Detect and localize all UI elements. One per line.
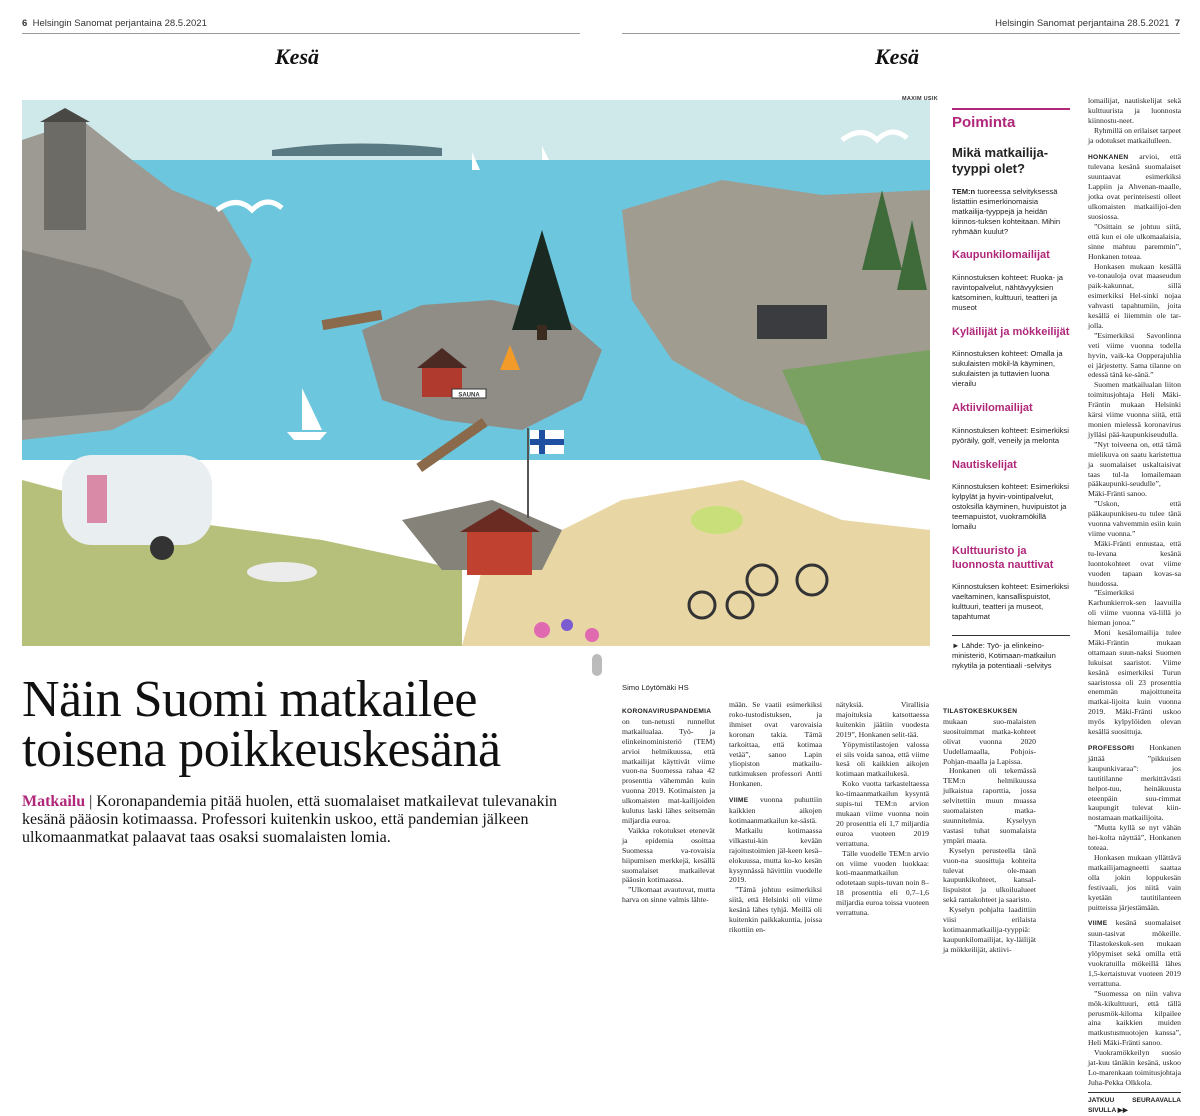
- paragraph: [729, 826, 822, 885]
- article-right-column: [1088, 96, 1181, 1116]
- section-title-right: Kesä: [875, 44, 919, 69]
- paragraph-text: nätyksiä. Virallisia majoituksia katsottaessa kuitenkin jäätiin vuodesta 2019”, Honkanen selit-tää.: [836, 700, 929, 739]
- paragraph: [1088, 262, 1181, 331]
- paragraph-text: lomailijat, nautiskelijat sekä kulttuurista ja luonnosta kiinnostu-neet.: [1088, 96, 1181, 125]
- paragraph-text: ”Ulkomaat avautuvat, mutta harva on sinne valmis lähte-: [622, 885, 715, 905]
- red-house: [467, 530, 532, 575]
- body-column-4: [943, 700, 1036, 955]
- continue-note[interactable]: JATKUU SEURAAVALLA SIVULLA ▶▶: [1088, 1092, 1181, 1116]
- body-column-2: [729, 700, 822, 935]
- stone-tower: [44, 120, 86, 230]
- lead-in: HONKANEN: [1088, 153, 1129, 161]
- paragraph: [622, 885, 715, 905]
- sauna-sign-text: SAUNA: [458, 392, 480, 399]
- body-column-1: [622, 700, 715, 905]
- paragraph: [729, 885, 822, 935]
- right-page-number: 7: [1174, 18, 1180, 29]
- type-name: Kyläilijät ja mökkeilijät: [952, 325, 1070, 338]
- paragraph: [729, 795, 822, 826]
- headline: [22, 671, 501, 778]
- paragraph: [1088, 628, 1181, 737]
- paragraph: [943, 905, 1036, 955]
- gray-cabin: [757, 305, 827, 339]
- paragraph: [1088, 331, 1181, 381]
- paragraph-text: Suomen matkailualan liiton toimitusjohtaja Heli Mäki-Fräntin mukaan Helsinki kärsi viime vuonna siitä, että monien mielessä koronavirus jylläsi pää-kaupunkiseudulla.: [1088, 380, 1181, 439]
- paragraph-text: Moni kesälomailija tulee Mäki-Fräntin mukaan ottamaan suun-naksi Suomen lukuisat saaristot. Viime kesänä esimerkiksi Turun saaristossa oli 23 prosenttia enemmän majoittuneita matkai-lijoita kuin vuonna 2019. Mäki-Fränti uskoo myös kylpylöiden olevan kesällä suosittuja.: [1088, 628, 1181, 737]
- paragraph-text: Vaikka rokotukset etenevät ja epidemia osoittaa Suomessa va-rovaisia hiipumisen merkkejä, kesällä suomalaiset matkailevat pääosin kotimaassa.: [622, 825, 715, 885]
- page-scroll-handle[interactable]: [592, 654, 602, 676]
- paragraph-text: ”Esimerkiksi Savonlinna veti viime vuonna todella hyvin, vaik-ka Oopperajuhlia ei järjestetty. Sama tilanne on edessä tänä ke-sänä.”: [1088, 330, 1181, 380]
- deck-text: Koronapandemia pitää huolen, että suomalaiset matkailevat tulevanakin kesänä pääosin kotimaassa. Professori kuitenkin uskoo, että pandemian jälkeen ulkomaanmatkat palaavat taas osaksi suomalaisten lomia.: [22, 793, 558, 846]
- paragraph: [1088, 499, 1181, 539]
- right-cliffs-green: [782, 350, 930, 480]
- paragraph-text: Honkasen mukaan yllättävä matkailijamagneetti saattaa olla jokin loppukesän festivaali, jos niitä vain kyetään tautitilanteen puitteissa järjestämään.: [1088, 852, 1181, 912]
- caravan-door: [87, 475, 107, 523]
- illustration-credit: MAXIM USIK: [902, 96, 938, 102]
- paragraph: [943, 846, 1036, 905]
- paragraph-text: Mäki-Fränti ennustaa, että tu-levana kesänä luontokohteet ovat viime vuoden tapaan kovas-sa huudossa.: [1088, 538, 1181, 588]
- paragraph: [1088, 96, 1181, 126]
- paragraph: [1088, 152, 1181, 222]
- flag-cross-h: [530, 439, 564, 445]
- left-paper-title: Helsingin Sanomat perjantaina 28.5.2021: [32, 18, 207, 29]
- byline: Simo Löytömäki HS: [622, 683, 689, 692]
- flowers-2: [561, 619, 573, 631]
- type-interests: Kiinnostuksen kohteet: Ruoka- ja ravintopalvelut, nähtävyyksien katsominen, kulttuuri, teatteri ja museot: [952, 272, 1064, 312]
- paragraph-text: ”Esimerkiksi Karhunkierrok-sen laavuilla oli viime vuonna vä-lillä jo hieman jonoa.”: [1088, 588, 1181, 628]
- type-name: Nautiskelijat: [952, 458, 1017, 471]
- sidebar-intro-lead: TEM:n: [952, 187, 976, 196]
- paragraph: [1088, 380, 1181, 439]
- paragraph: [1088, 743, 1181, 823]
- sidebar-title: Mikä matkailija-tyyppi olet?: [952, 145, 1049, 176]
- lead-in: TILASTOKESKUKSEN: [943, 708, 1018, 715]
- sidebar-intro: [952, 187, 1070, 237]
- paragraph-text: mään. Se vaatii esimerkiksi roko-tustodistuksen, ja ihmiset ovat varovaisia koronan takia. Tämä tarkoittaa, että kotimaa vetää”, sanoo Lapin yliopiston matkailu-tutkimuksen professori Antti Honkanen.: [729, 700, 822, 789]
- paragraph: [1088, 539, 1181, 589]
- paragraph: [1088, 823, 1181, 853]
- paragraph-text: ”Uskon, että pääkaupunkiseu-tu tulee tänä vuonna vahvemmin esiin kuin viime vuonna.”: [1088, 499, 1181, 538]
- paragraph: [1088, 440, 1181, 499]
- paragraph: [943, 706, 1036, 766]
- flowers-1: [534, 622, 550, 638]
- paragraph-text: Koko vuotta tarkasteltaessa ko-timaanmatkailun kysyntä supis-tui TEM:n arvion mukaan viime vuonna noin 20 prosenttia eli 1,7 miljardia euroa vuoteen 2019 verrattuna.: [836, 779, 929, 848]
- pine-trunk: [537, 325, 547, 340]
- paragraph-text: Ryhmillä on erilaiset tarpeet ja odotukset matkailulleen.: [1088, 125, 1182, 145]
- type-interests: Kiinnostuksen kohteet: Omalla ja sukulaisten mökil-lä käyminen, sukulaisten ja tuttavien luona vierailu: [952, 349, 1063, 388]
- illustration-svg: [22, 100, 930, 646]
- paragraph-text: Matkailu kotimaassa vilkastui-kin kevään rajoitustoimien jäl-keen kesä–elokuussa, mutta ko-ko kesän kysynnässä hävittiin vuodelle 2019.: [729, 825, 822, 885]
- flowers-3: [585, 628, 599, 642]
- paragraph: [1088, 222, 1181, 262]
- section-title-left: Kesä: [275, 44, 319, 69]
- lead-in: KORONAVIRUSPANDEMIA: [622, 708, 712, 715]
- paragraph-text: Tälle vuodelle TEM:n arvio on viime vuoden luokkaa: koti-maanmatkailun odotetaan supis-tuvan noin 8–18 prosenttia eli 0,7–1,6 miljardia euroa toissa vuoteen verrattuna.: [836, 848, 929, 918]
- paragraph-text: vuonna puhuttiin kaikkien aikojen kotimaanmatkailun ke-sästä.: [729, 795, 822, 825]
- sidebar-kicker: Poiminta: [952, 108, 1070, 131]
- paragraph-text: arvioi, että tulevana kesänä suomalaiset suuntaavat esimerkiksi Lappiin ja Ahvenan-maalle, jotka ovat perinteisesti olleet ulkomaisten matkailijoi-den suosiossa.: [1088, 151, 1181, 221]
- paragraph-text: mukaan suo-malaisten suosituimmat matka-kohteet olivat vuonna 2020 Uudellamaalla, Pohjois-Pohjan-maalla ja Lapissa.: [943, 716, 1036, 766]
- paragraph-text: Kyselyn perusteella tänä vuon-na suosittuja kohteita tulevat ole-maan kaupunkikohteet, kansal-lispuistot ja ulkoilualueet sekä rantakohteet ja saaristo.: [943, 845, 1036, 905]
- paragraph: [622, 706, 715, 826]
- paragraph-text: ”Tämä johtuu esimerkiksi siitä, että Helsinki oli viime kesänä lähes tyhjä. Meillä oli kuitenkin paikkakuntia, joissa rikottiin en-: [729, 885, 822, 934]
- paragraph: [836, 849, 929, 918]
- paragraph: [622, 826, 715, 885]
- sidebar-intro-text: tuoreessa selvityksessä listattiin esimerkinomaisia matkailija-tyyppejä ja heidän kiinnos-tuksen kohteitaan. Mihin ryhmään kuulut?: [952, 187, 1061, 236]
- caravan: [62, 455, 212, 545]
- paragraph-text: ”Suomessa on niin vahva mök-kikulttuuri, että tällä perusmök-kiloma kilpailee aina kaikkien muiden matkustusmuotojen kanssa”, Heli Mäki-Fränti sanoo.: [1088, 988, 1181, 1048]
- paragraph: [836, 779, 929, 848]
- flag-pole: [527, 428, 529, 518]
- paragraph-text: on tun-netusti runnellut matkailualaa. Työ- ja elinkeinoministeriö (TEM) arvioi helmikuussa, että matkailijat käyttivät viime vuon-na Suomessa rahaa 42 prosenttia vähemmän kuin vuonna 2019. Kotimaisten ja ulkomaisten mat-kailijoiden kulutus laski lähes seitsemän miljardia euroa.: [622, 716, 715, 825]
- headline-line-1: Näin Suomi matkailee: [22, 671, 478, 728]
- paragraph: [836, 700, 929, 740]
- paragraph-text: Honkasen mukaan kesällä ve-tonauloja ovat maaseudun paik-kakunnat, sillä esimerkiksi Hel-sinki nojaa vahvasti tapahtumiin, joita kesällä ei liiemmin ole tar-jolla.: [1088, 261, 1181, 330]
- deck-kicker: Matkailu: [22, 793, 86, 810]
- flag-cross-v: [539, 430, 545, 454]
- lead-in: PROFESSORI: [1088, 745, 1135, 752]
- type-interests: Kiinnostuksen kohteet: Esimerkiksi pyöräily, golf, veneily ja melonta: [952, 425, 1069, 445]
- paragraph-text: ”Nyt toiveena on, että tämä mielikuva on saatu karistettua ja suomalaiset uskaltaisivat taas tul-la lomailemaan pääkaupunki-seudulle”, Mäki-Fränti sanoo.: [1088, 439, 1181, 499]
- paragraph: [1088, 1048, 1181, 1088]
- lead-in: VIIME: [1088, 920, 1108, 928]
- lead-in: VIIME: [729, 797, 749, 805]
- paragraph: [1088, 989, 1181, 1048]
- paragraph: [1088, 918, 1181, 988]
- paragraph: [1088, 588, 1181, 628]
- archipelago-illustration: [22, 100, 930, 646]
- paragraph: [1088, 126, 1181, 146]
- type-interests: Kiinnostuksen kohteet: Esimerkiksi kylpylät ja hyvin-vointipalvelut, ostoksilla käyminen, huvipuistot ja teemapuistot, vuokramökillä lomailu: [952, 482, 1069, 531]
- body-column-3: [836, 700, 929, 918]
- paragraph: [836, 740, 929, 780]
- paragraph-text: Honkanen oli tekemässä TEM:n helmikuussa julkaistua raporttia, jossa selvitettiin muun muassa suomalaisten matka-suunnitelmia. Kyselyyn vastasi tuhat suomalaista ympäri maata.: [943, 766, 1036, 845]
- caravan-wheel: [150, 536, 174, 560]
- paragraph-text: Honkanen jättää ”pikkuisen kaupunkivaraa”: jos tautitilanne merkittävästi helpot-tuu, heinäkuusta eteenpäin suu-rimmat kaupungit tulevat kiin-nostamaan matkailijoita.: [1088, 743, 1181, 823]
- sidebar-source: ► Lähde: Työ- ja elinkeino-ministeriö, Kotimaan-matkailun nykytila ja potentiaali -selvitys: [952, 635, 1070, 671]
- paragraph: [943, 766, 1036, 845]
- right-paper-title: Helsingin Sanomat perjantaina 28.5.2021: [995, 18, 1170, 29]
- headline-line-2: toisena poikkeuskesänä: [22, 721, 501, 778]
- paragraph: [729, 700, 822, 789]
- beach-umbrella: [691, 506, 743, 534]
- deck: [22, 793, 582, 847]
- left-page-number: 6: [22, 18, 28, 29]
- paragraph-text: ”Mutta kyllä se nyt vähän hei-kolta näyttää”, Honkanen toteaa.: [1088, 823, 1181, 853]
- type-name: Kulttuuristo ja luonnosta nauttivat: [952, 545, 1054, 571]
- paragraph-text: Kyselyn pohjalta laadittiin viisi erilaista kotimaanmatkailija-tyyppiä: kaupunkilomailijat, ky-läilijät ja mökkeilijät, aktiivi-: [943, 905, 1036, 954]
- type-name: Kaupunkilomailijat: [952, 249, 1050, 261]
- right-page-header: [995, 18, 1180, 29]
- deck-separator: |: [85, 793, 97, 810]
- type-interests: Kiinnostuksen kohteet: Esimerkiksi vaeltaminen, kansallispuistot, kulttuuri, teatteri ja museot, tapahtumat: [952, 582, 1069, 621]
- sailboat-hull: [287, 432, 327, 440]
- paragraph-text: Vuokramökkeilyn suosio jat-kuu tänäkin kesänä, uskoo Lo-marenkaan toimitusjohtaja Juha-Pekka Olkkola.: [1088, 1048, 1181, 1087]
- right-header-rule: [622, 33, 1180, 34]
- left-header-rule: [22, 33, 580, 34]
- left-page-header: [22, 18, 207, 29]
- paragraph-text: ”Osittain se johtuu siitä, että kun ei ole ulkomaalaisia, sinne mahtuu paremmin”, Honkanen toteaa.: [1088, 221, 1181, 261]
- paragraph-text: kesänä suomalaiset suun-tasivat mökeille. Tilastokeskuk-sen mukaan ylöpymiset sekä omilla että vuokratuilla mökeillä lähes 1,5-kertaistuvat vuoteen 2019 verrattuna.: [1088, 918, 1181, 988]
- paragraph-text: Yöpymistilastojen valossa ei siis voida sanoa, että viime kesä oli kaikkien aikojen kotimaan matkailukesä.: [836, 739, 929, 779]
- garden-table: [247, 562, 317, 582]
- type-name: Aktiivilomailijat: [952, 402, 1033, 414]
- sidebar-traveler-types: [952, 108, 1070, 671]
- paragraph: [1088, 853, 1181, 912]
